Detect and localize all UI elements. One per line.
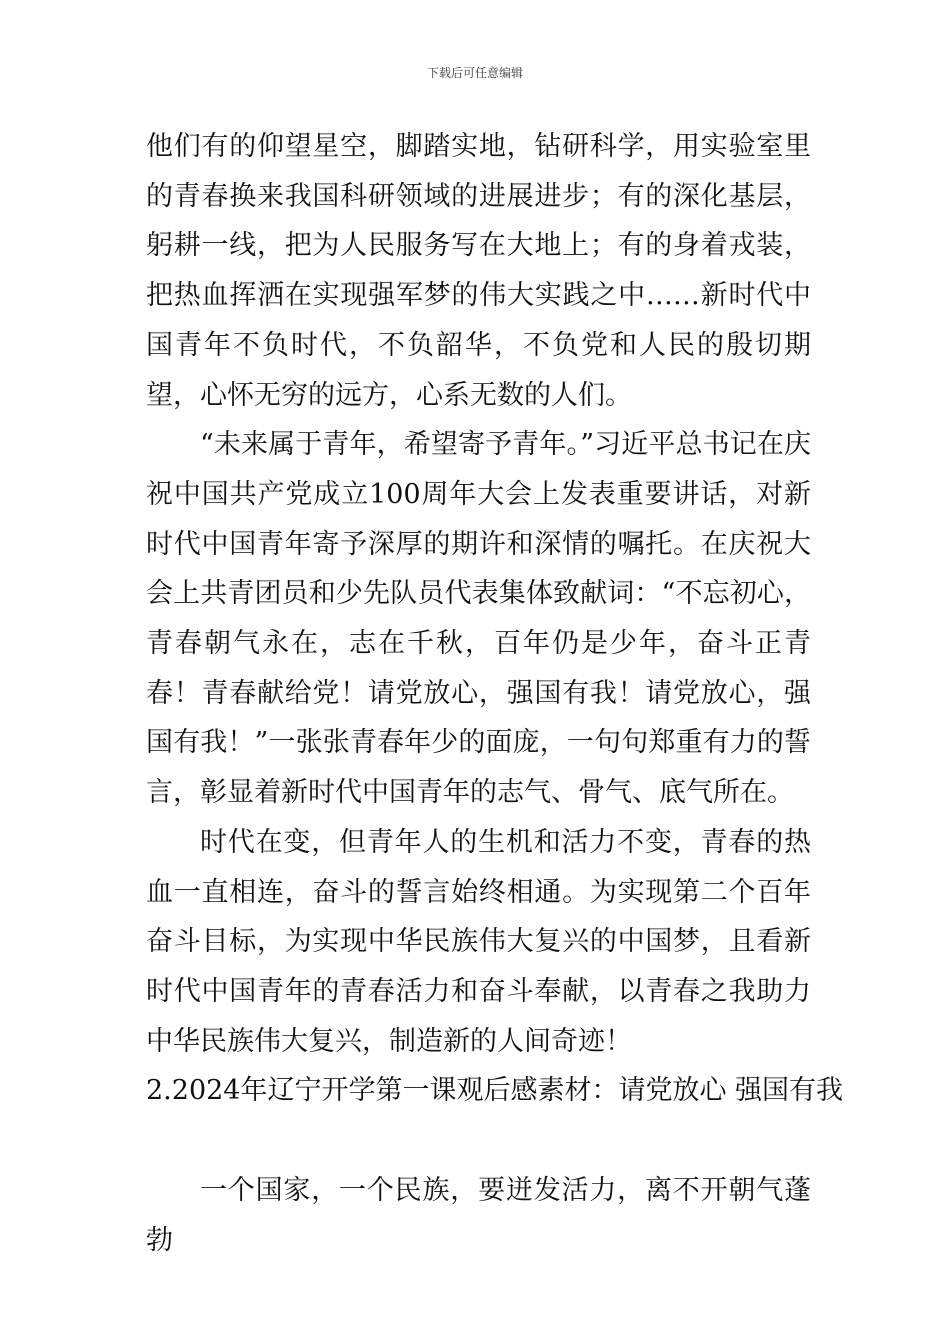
blank-line [146,1116,811,1166]
paragraph-3: 时代在变，但青年人的生机和活力不变，青春的热血一直相连，奋斗的誓言始终相通。为实现第二个百年奋斗目标，为实现中华民族伟大复兴的中国梦，且看新时代中国青年的青春活力和奋斗奉献，以青春之我助力中华民族伟大复兴，制造新的人间奇迹！ [146,826,811,1057]
paragraph-2: “未来属于青年，希望寄予青年。”习近平总书记在庆祝中国共产党成立100周年大会上发表重要讲话，对新时代中国青年寄予深厚的期许和深情的嘱托。在庆祝大会上共青团员和少先队员代表集体致献词：“不忘初心，青春朝气永在，志在千秋，百年仍是少年，奋斗正青春！青春献给党！请党放心，强国有我！请党放心，强国有我！”一张张青春年少的面庞，一句句郑重有力的誓言，彰显着新时代中国青年的志气、骨气、底气所在。 [146,429,811,809]
document-body [146,122,844,1265]
paragraph-4: 一个国家，一个民族，要迸发活力，离不开朝气蓬勃 [146,1175,811,1256]
paragraph-1: 他们有的仰望星空，脚踏实地，钻研科学，用实验室里的青春换来我国科研领域的进展进步；有的深化基层，躬耕一线，把为人民服务写在大地上；有的身着戎装，把热血挥洒在实现强军梦的伟大实践之中……新时代中国青年不负时代，不负韶华，不负党和人民的殷切期望，心怀无穷的远方，心系无数的人们。 [146,131,811,411]
page-header: 下载后可任意编辑 [426,66,523,80]
section-heading: 2.2024年辽宁开学第一课观后感素材：请党放心 强国有我 [146,1075,844,1107]
